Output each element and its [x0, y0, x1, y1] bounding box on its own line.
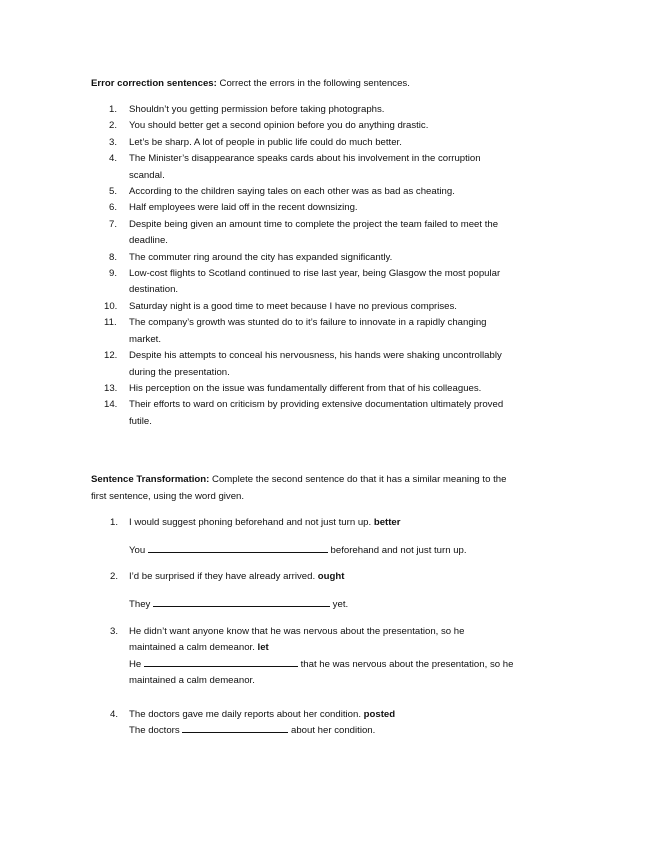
question-3-answer [129, 657, 513, 689]
item-number: 10. [104, 300, 118, 312]
answer-end: beforehand and not just turn up. [327, 545, 467, 556]
list-item [91, 315, 571, 348]
item-number: 1. [109, 104, 118, 115]
item-number: 2. [109, 120, 118, 132]
prompt-text-continued: maintained a calm demeanor. [129, 642, 258, 653]
question-1-prompt [129, 515, 400, 531]
item-text: His perception on the issue was fundamentally different from that of his colleagues. [129, 382, 482, 394]
item-number: 14. [104, 399, 118, 411]
answer-start: You [129, 545, 146, 556]
keyword: let [257, 642, 269, 653]
item-text: According to the children saying tales on each other was as bad as cheating. [129, 186, 455, 198]
item-number: 5. [109, 186, 118, 198]
item-number: 6. [109, 202, 118, 214]
answer-blank[interactable] [182, 723, 288, 733]
error-section-title: Error correction sentences: [91, 78, 217, 89]
list-item [91, 102, 571, 118]
item-text: Let’s be sharp. A lot of people in public life could do much better. [129, 136, 402, 148]
list-item [91, 151, 571, 184]
list-item [91, 250, 571, 266]
transform-section-instruction-continued: first sentence, using the word given. [91, 491, 245, 502]
question-2-prompt [129, 569, 344, 585]
answer-end: yet. [330, 599, 349, 610]
list-item [91, 118, 571, 134]
item-number: 9. [109, 268, 118, 280]
item-number: 8. [109, 251, 118, 263]
list-item [91, 381, 571, 397]
answer-blank[interactable] [144, 657, 298, 667]
item-text: The company’s growth was stunted do to it’s failure to innovate in a rapidly changing [129, 317, 487, 329]
item-text-continued: scandal. [129, 169, 165, 181]
answer-blank[interactable] [153, 597, 330, 607]
list-item [91, 266, 571, 299]
list-item [91, 135, 571, 151]
prompt-text: He didn’t want anyone know that he was nervous about the presentation, so he [129, 626, 465, 637]
prompt-text: I’d be surprised if they have already arrived. [129, 571, 318, 582]
answer-start: They [129, 599, 151, 610]
question-number: 2. [110, 571, 119, 582]
item-number: 3. [109, 136, 118, 148]
list-item [91, 184, 571, 200]
item-text: Despite being given an amount time to complete the project the team failed to meet the [129, 218, 499, 230]
item-text-continued: destination. [129, 284, 179, 296]
list-item [91, 348, 571, 381]
item-text-continued: deadline. [129, 235, 168, 247]
item-text-continued: futile. [129, 415, 152, 427]
list-item [91, 217, 571, 250]
question-2-answer [129, 597, 348, 613]
item-text: Despite his attempts to conceal his nervousness, his hands were shaking uncontrollably [129, 350, 502, 362]
answer-start: He [129, 659, 142, 670]
list-item [91, 299, 571, 315]
question-number: 3. [110, 626, 119, 637]
question-number: 4. [110, 709, 119, 720]
item-text: Half employees were laid off in the recent downsizing. [129, 202, 358, 214]
answer-start: The doctors [129, 725, 180, 736]
item-text: Low-cost flights to Scotland continued to rise last year, being Glasgow the most popular [129, 268, 501, 280]
item-number: 7. [109, 218, 118, 230]
question-1-answer [129, 543, 467, 559]
question-4-answer [129, 723, 375, 739]
item-text: Saturday night is a good time to meet because I have no previous comprises. [129, 300, 457, 312]
transform-section-instruction: Complete the second sentence do that it has a similar meaning to the [209, 474, 507, 485]
answer-end: about her condition. [288, 725, 376, 736]
question-number: 1. [110, 517, 119, 528]
keyword: better [373, 517, 401, 528]
item-number: 13. [104, 382, 118, 394]
list-item [91, 200, 571, 216]
item-number: 11. [104, 317, 117, 329]
prompt-text: The doctors gave me daily reports about her condition. [129, 709, 364, 720]
transform-section-heading [91, 471, 506, 505]
answer-blank[interactable] [148, 543, 328, 553]
prompt-text: I would suggest phoning beforehand and not just turn up. [129, 517, 374, 528]
error-sentence-list [91, 102, 571, 430]
transform-section-title: Sentence Transformation: [91, 474, 210, 485]
item-number: 12. [104, 350, 118, 362]
question-4-prompt [129, 707, 395, 723]
item-text-continued: during the presentation. [129, 366, 230, 378]
question-3-prompt [129, 624, 464, 656]
list-item [91, 397, 571, 430]
item-number: 4. [109, 153, 118, 165]
answer-end-continued: maintained a calm demeanor. [129, 675, 255, 686]
item-text: Shouldn’t you getting permission before taking photographs. [129, 104, 385, 115]
answer-end: that he was nervous about the presentation, so he [297, 659, 514, 670]
item-text: The commuter ring around the city has expanded significantly. [129, 251, 393, 263]
item-text-continued: market. [129, 333, 161, 345]
error-section-instruction: Correct the errors in the following sentences. [216, 78, 410, 89]
keyword: ought [317, 571, 345, 582]
item-text: Their efforts to ward on criticism by providing extensive documentation ultimately proved [129, 399, 504, 411]
keyword: posted [363, 709, 396, 720]
item-text: The Minister’s disappearance speaks cards about his involvement in the corruption [129, 153, 481, 165]
item-text: You should better get a second opinion before you do anything drastic. [129, 120, 429, 132]
error-section-heading [91, 75, 410, 92]
